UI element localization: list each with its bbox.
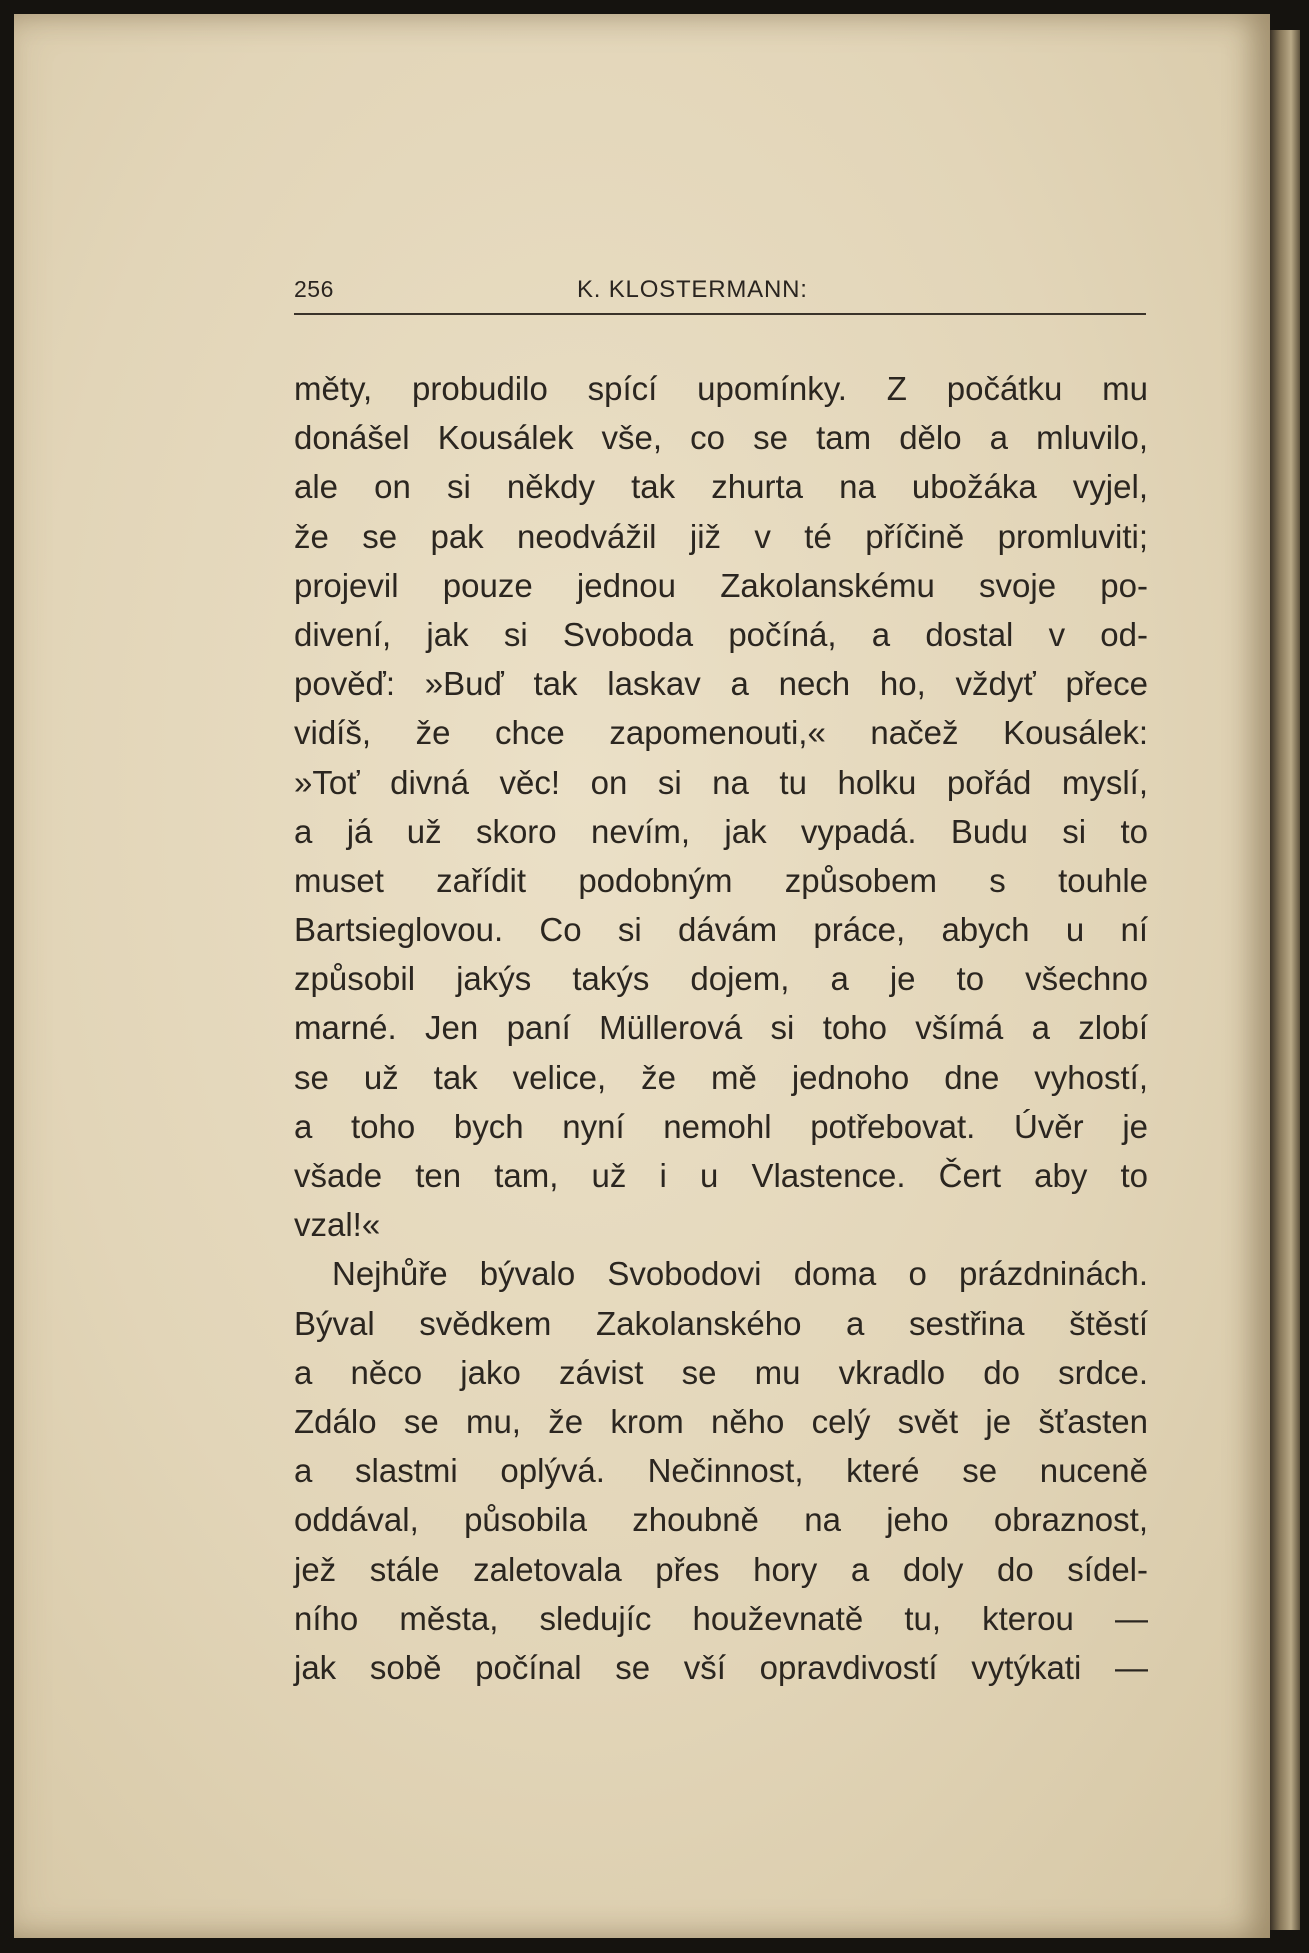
text-line: Zdálo se mu, že krom něho celý svět je šťasten <box>294 1402 1148 1440</box>
text-line: a něco jako závist se mu vkradlo do srdce. <box>294 1353 1148 1391</box>
text-line: a toho bych nyní nemohl potřebovat. Úvěr je <box>294 1107 1148 1145</box>
paragraph-2 <box>294 1249 1148 1692</box>
text-line: marné. Jen paní Müllerová si toho všímá a zlobí <box>294 1009 1148 1047</box>
body-text <box>294 364 1148 1692</box>
text-line: oddával, působila zhoubně na jeho obraznost, <box>294 1501 1148 1539</box>
text-line: vidíš, že chce zapomenouti,« načež Kousálek: <box>294 714 1148 752</box>
header-rule <box>294 313 1146 315</box>
next-page-edge <box>1270 30 1300 1930</box>
text-line: pověď: »Buď tak laskav a nech ho, vždyť přece <box>294 665 1148 703</box>
text-line: projevil pouze jednou Zakolanskému svoje po- <box>294 566 1148 604</box>
book-page <box>14 14 1270 1938</box>
text-line: Bartsieglovou. Co si dávám práce, abych u ní <box>294 911 1148 949</box>
text-line: donášel Kousálek vše, co se tam dělo a mluvilo, <box>294 419 1148 457</box>
text-line: muset zařídit podobným způsobem s touhle <box>294 861 1148 899</box>
page-number: 256 <box>294 276 334 302</box>
text-line: divení, jak si Svoboda počíná, a dostal v od- <box>294 615 1148 653</box>
text-line: ního města, sledujíc houževnatě tu, kterou — <box>294 1599 1148 1637</box>
text-line: se už tak velice, že mě jednoho dne vyhostí, <box>294 1058 1148 1096</box>
text-line: jež stále zaletovala přes hory a doly do sídel- <box>294 1550 1148 1588</box>
text-line: Nejhůře bývalo Svobodovi doma o prázdninách. <box>332 1255 1148 1293</box>
text-line: vzal!« <box>294 1206 381 1244</box>
text-line: že se pak neodvážil již v té příčině promluviti; <box>294 517 1148 555</box>
text-line: způsobil jakýs takýs dojem, a je to všechno <box>294 960 1148 998</box>
page-header <box>294 272 1146 316</box>
text-line: jak sobě počínal se vší opravdivostí vytýkati — <box>294 1648 1148 1686</box>
text-line: a slastmi oplývá. Nečinnost, které se nuceně <box>294 1452 1148 1490</box>
paragraph-1 <box>294 364 1148 1249</box>
text-line: »Toť divná věc! on si na tu holku pořád myslí, <box>294 763 1148 801</box>
text-line: ale on si někdy tak zhurta na ubožáka vyjel, <box>294 468 1148 506</box>
running-head: K. KLOSTERMANN: <box>577 276 808 303</box>
text-line: všade ten tam, už i u Vlastence. Čert aby to <box>294 1157 1148 1194</box>
text-line: měty, probudilo spící upomínky. Z počátku mu <box>294 370 1148 407</box>
text-line: Býval svědkem Zakolanského a sestřina štěstí <box>294 1304 1148 1342</box>
text-line: a já už skoro nevím, jak vypadá. Budu si to <box>294 812 1148 850</box>
